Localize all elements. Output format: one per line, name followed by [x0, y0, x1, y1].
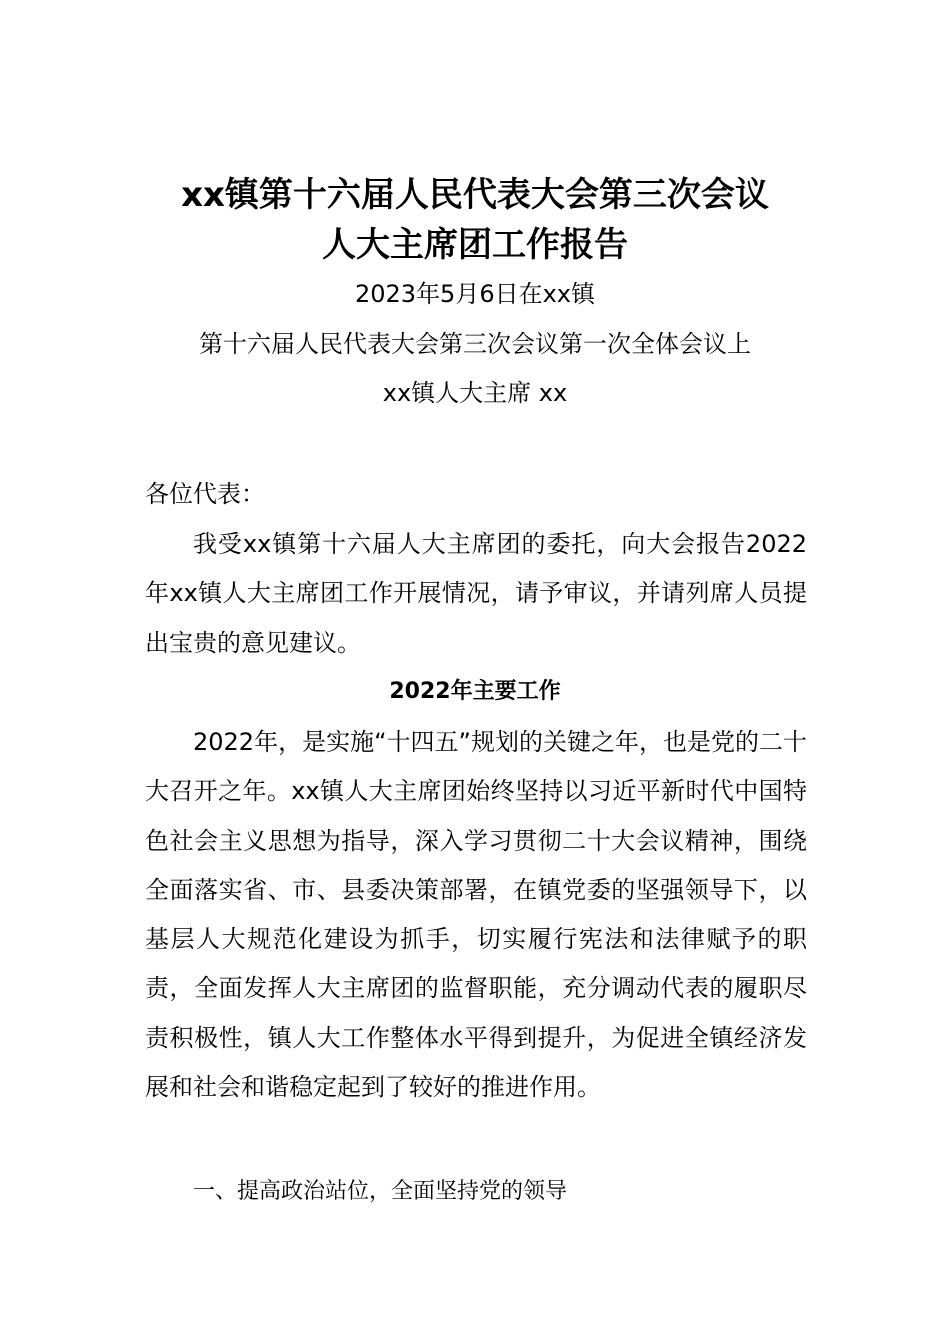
- main-paragraph-block: [145, 718, 807, 1112]
- subsection-heading-1: 一、提高政治站位，全面坚持党的领导: [193, 1179, 568, 1204]
- section-heading: 2022年主要工作: [389, 679, 561, 704]
- subtitle-speaker: xx镇人大主席 xx: [382, 379, 568, 407]
- main-paragraph: 2022年，是实施“十四五”规划的关键之年，也是党的二十大召开之年。xx镇人大主席团始终坚持以习近平新时代中国特色社会主义思想为指导，深入学习贯彻二十大会议精神，围绕全面落实省、市、县委决策部署，在镇党委的坚强领导下，以基层人大规范化建设为抓手，切实履行宪法和法律赋予的职责，全面发挥人大主席团的监督职能，充分调动代表的履职尽责积极性，镇人大工作整体水平得到提升，为促进全镇经济发展和社会和谐稳定起到了较好的推进作用。: [145, 728, 807, 1102]
- document-title-line-2: 人大主席团工作报告: [322, 225, 628, 265]
- salutation: 各位代表：: [145, 480, 265, 508]
- intro-paragraph: 我受xx镇第十六届人大主席团的委托，向大会报告2022年xx镇人大主席团工作开展情况，请予审议，并请列席人员提出宝贵的意见建议。: [145, 530, 807, 657]
- document-title-line-1: xx镇第十六届人民代表大会第三次会议: [181, 175, 769, 215]
- subtitle-meeting: 第十六届人民代表大会第三次会议第一次全体会议上: [199, 330, 751, 358]
- intro-paragraph-block: [145, 520, 807, 668]
- subtitle-date-location: 2023年5月6日在xx镇: [354, 280, 596, 308]
